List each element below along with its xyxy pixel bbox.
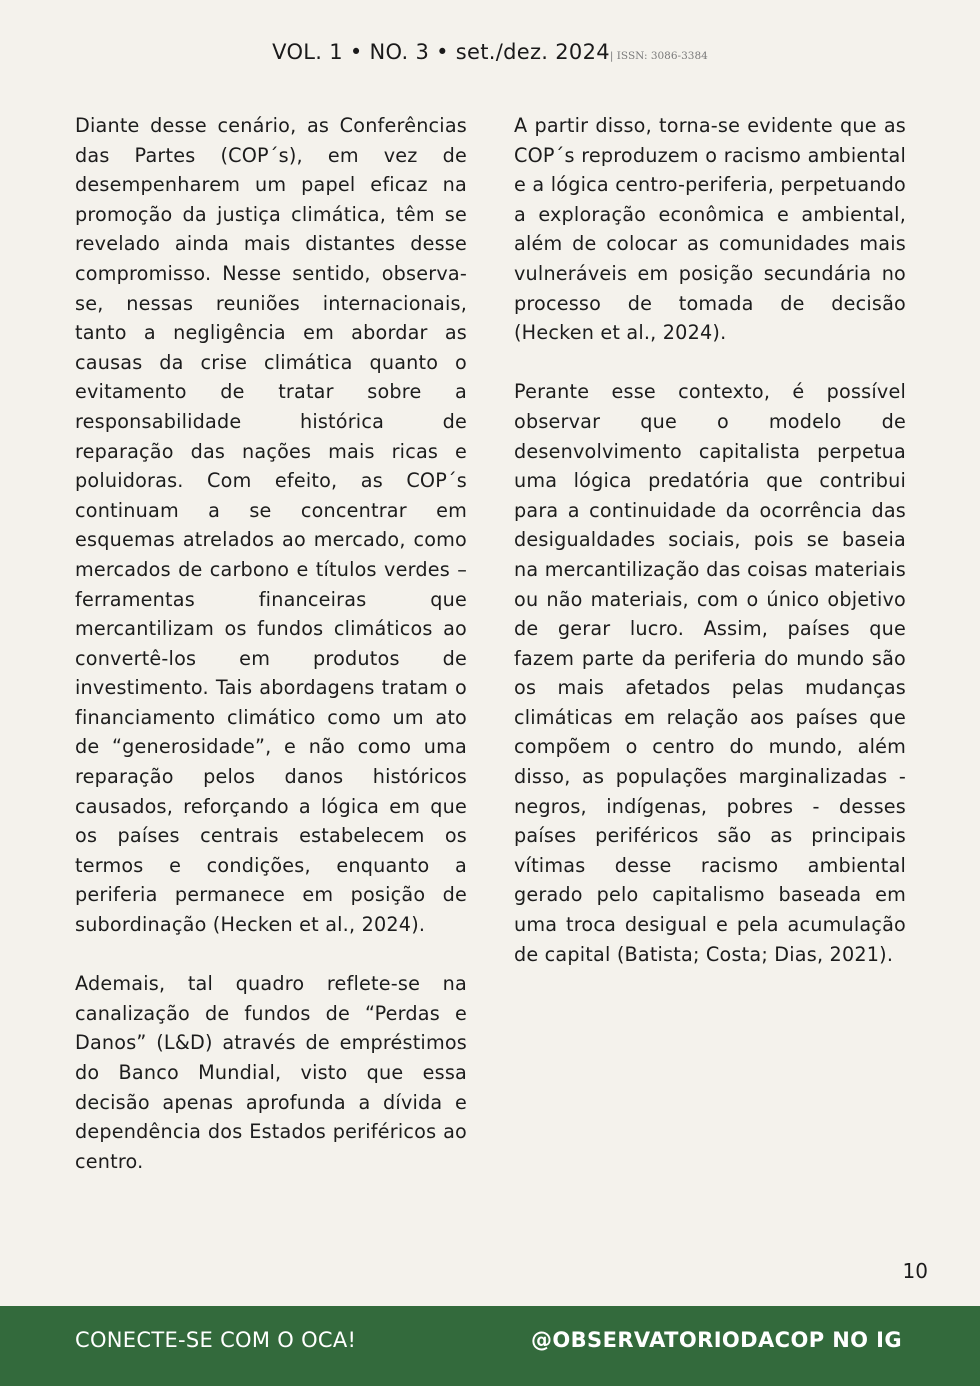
paragraph: A partir disso, torna-se evidente que as COP´s reproduzem o racismo ambiental e a lógica centro-periferia, perpetuando a exploração econômica e ambiental, além de colocar as comunidades mais vulneráveis em posição secundária no processo de tomada de decisão (Hecken et al., 2024). (514, 114, 906, 345)
paragraph: Diante desse cenário, as Conferências das Partes (COP´s), em vez de desempenharem um papel eficaz na promoção da justiça climática, têm se revelado ainda mais distantes desse compromisso. Nesse sentido, observa-se, nessas reuniões internacionais, tanto a negligência em abordar as causas da crise climática quanto o evitamento de tratar sobre a responsabilidade histórica de reparação das nações mais ricas e poluidoras. Com efeito, as COP´s continuam a se concentrar em esquemas atrelados ao mercado, como mercados de carbono e títulos verdes – ferramentas financeiras que mercantilizam os fundos climáticos ao convertê-los em produtos de investimento. Tais abordagens tratam o financiamento climático como um ato de “generosidade”, e não como uma reparação pelos danos históricos causados, reforçando a lógica em que os países centrais estabelecem os termos e condições, enquanto a periferia permanece em posição de subordinação (Hecken et al., 2024). (75, 114, 467, 937)
footer-connect-text: CONECTE-SE COM O OCA! (75, 1328, 357, 1352)
page-number: 10 (902, 1259, 928, 1283)
journal-header (0, 40, 980, 64)
issn: | ISSN: 3086-3384 (609, 50, 708, 62)
footer-instagram-handle[interactable]: @OBSERVATORIODACOP NO IG (531, 1328, 902, 1352)
left-column (75, 111, 467, 1206)
right-column (514, 111, 906, 999)
volume-issue: VOL. 1 • NO. 3 • set./dez. 2024 (272, 40, 610, 64)
footer-banner (0, 1306, 980, 1386)
paragraph: Perante esse contexto, é possível observar que o modelo de desenvolvimento capitalista perpetua uma lógica predatória que contribui para a continuidade da ocorrência das desigualdades sociais, pois se baseia na mercantilização das coisas materiais ou não materiais, com o único objetivo de gerar lucro. Assim, países que fazem parte da periferia do mundo são os mais afetados pelas mudanças climáticas em relação aos países que compõem o centro do mundo, além disso, as populações marginalizadas - negros, indígenas, pobres - desses países periféricos são as principais vítimas desse racismo ambiental gerado pelo capitalismo baseada em uma troca desigual e pela acumulação de capital (Batista; Costa; Dias, 2021). (514, 380, 906, 966)
paragraph: Ademais, tal quadro reflete-se na canalização de fundos de “Perdas e Danos” (L&D) através de empréstimos do Banco Mundial, visto que essa decisão apenas aprofunda a dívida e dependência dos Estados periféricos ao centro. (75, 972, 467, 1173)
